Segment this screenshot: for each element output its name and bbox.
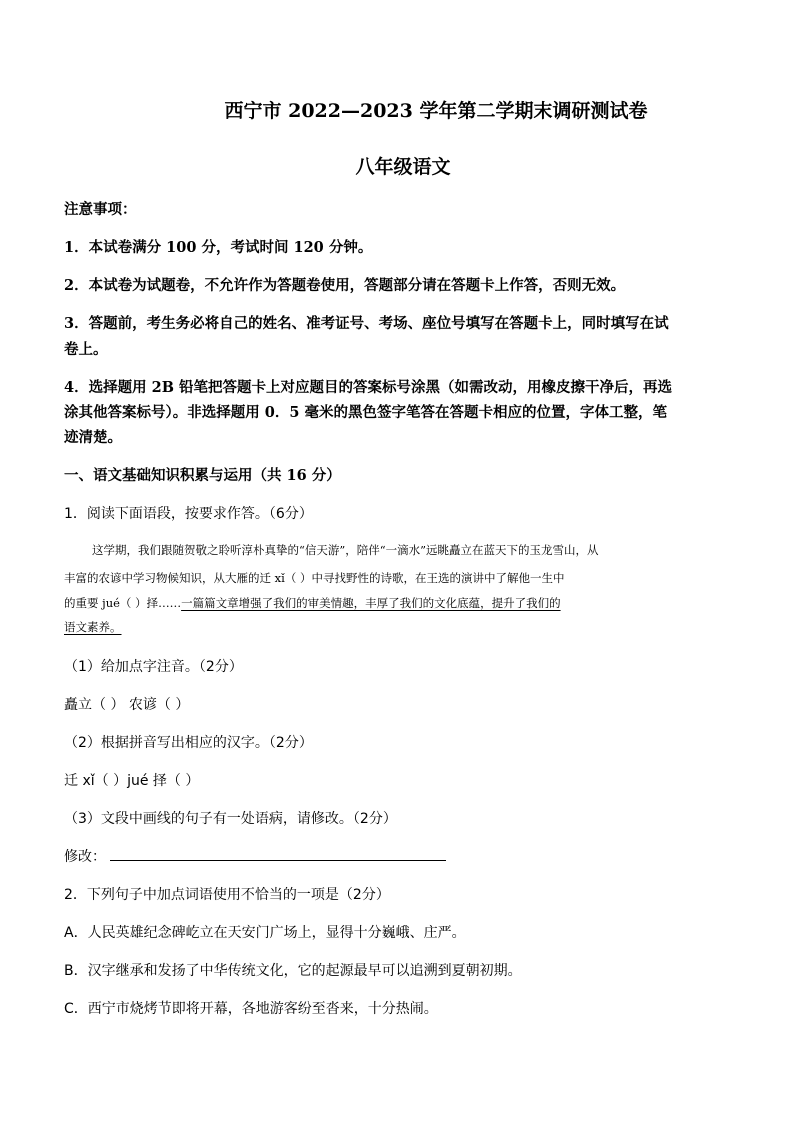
underlined-sentence-part-2: 语文素养。	[64, 620, 122, 634]
question-2-option-a: A．人民英雄纪念碑屹立在天安门广场上，显得十分巍峨、庄严。	[64, 925, 466, 941]
revision-line	[64, 842, 732, 872]
revision-label: 修改：	[64, 849, 106, 865]
question-1-sub-2: （2）根据拼音写出相应的汉字。（2分）	[64, 735, 313, 751]
underlined-sentence-part-1: 一篇篇文章增强了我们的审美情趣，丰厚了我们的文化底蕴，提升了我们的	[181, 596, 561, 610]
question-1-sub-2-answers: 迁 xǐ（ ）jué 择（ ）	[64, 773, 200, 789]
revision-answer-blank	[110, 859, 446, 861]
notice-item-2: 2．本试卷为试题卷，不允许作为答题卷使用，答题部分请在答题卡上作答，否则无效。	[64, 277, 626, 294]
exam-subtitle: 八年级语文	[355, 156, 451, 178]
notice-item-4-line-3: 迹清楚。	[64, 429, 122, 446]
question-1-sub-1-answers: 矗立（ ） 农谚（ ）	[64, 697, 190, 713]
passage-line-1: 这学期，我们跟随贺敬之聆听淳朴真挚的“信天游”，陪伴“一滴水”远眺矗立在蓝天下的玉龙雪山，从	[92, 543, 599, 557]
question-2-option-c: C．西宁市烧烤节即将开幕，各地游客纷至沓来，十分热闹。	[64, 1001, 438, 1017]
question-1-sub-3: （3）文段中画线的句子有一处语病，请修改。（2分）	[64, 811, 397, 827]
notice-item-3-line-1: 3．答题前，考生务必将自己的姓名、准考证号、考场、座位号填写在答题卡上，同时填写在试	[64, 315, 669, 332]
notice-item-1: 1．本试卷满分 100 分，考试时间 120 分钟。	[64, 239, 373, 256]
passage-line-3-text: 的重要 jué（ ）择……	[64, 596, 182, 610]
passage-line-3	[64, 591, 732, 616]
passage-line-2: 丰富的农谚中学习物候知识，从大雁的迁 xǐ（ ）中寻找野性的诗歌，在王选的演讲中了解他一生中	[64, 571, 565, 585]
question-2-stem: 2．下列句子中加点词语使用不恰当的一项是（2分）	[64, 887, 390, 903]
notice-item-4-line-1: 4．选择题用 2B 铅笔把答题卡上对应题目的答案标号涂黑（如需改动，用橡皮擦干净后，再选	[64, 379, 673, 396]
question-1-sub-1: （1）给加点字注音。（2分）	[64, 659, 243, 675]
question-1-stem: 1．阅读下面语段，按要求作答。（6分）	[64, 506, 313, 522]
notice-item-4-line-2: 涂其他答案标号）。非选择题用 0．5 毫米的黑色签字笔答在答题卡相应的位置，字体工整，笔	[64, 404, 668, 421]
notice-item-3-line-2: 卷上。	[64, 341, 108, 358]
exam-title: 西宁市 2022—2023 学年第二学期末调研测试卷	[224, 100, 648, 122]
question-2-option-b: B．汉字继承和发扬了中华传统文化，它的起源最早可以追溯到夏朝初期。	[64, 963, 522, 979]
section-1-heading: 一、语文基础知识积累与运用（共 16 分）	[64, 467, 341, 484]
notice-heading: 注意事项：	[64, 201, 137, 218]
passage-line-4	[64, 615, 732, 640]
